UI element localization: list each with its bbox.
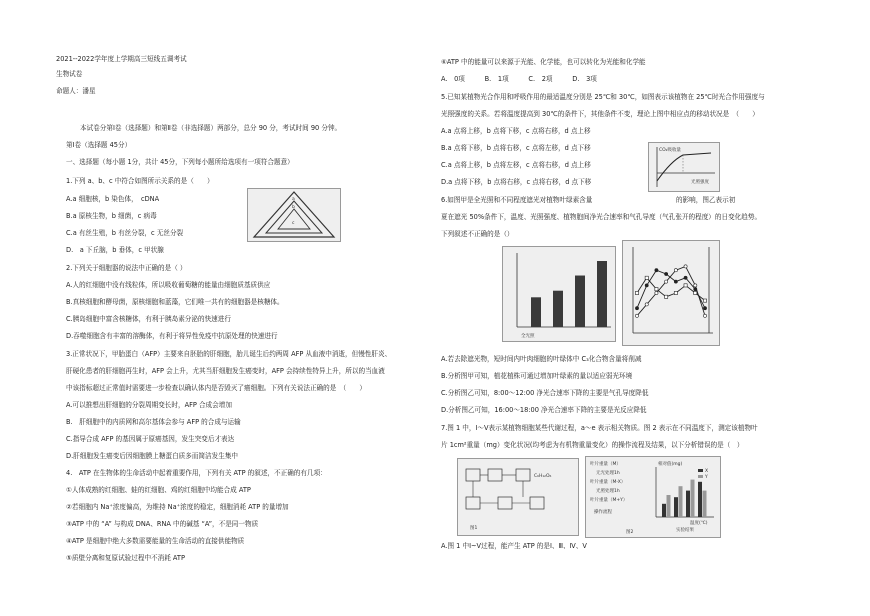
q6-bar-chart (502, 246, 616, 342)
q4-item4: ④ATP 是细胞中绝大多数需要能量的生命活动的直接供能物质 (66, 537, 245, 545)
q2-option-d: D.吞噬细胞含有丰富的溶酶体，有利于将异性免疫中抗原处理的快速进行 (66, 332, 278, 340)
q7-flow-row4: 光照处理1h (596, 489, 620, 494)
q6-point (684, 265, 687, 268)
q4-item5: ⑤质壁分离和复原试验过程中不消耗 ATP (66, 554, 185, 562)
q6-point (674, 291, 677, 294)
q6-line3: 下列叙述不正确的是（） (441, 230, 514, 238)
q6-point (665, 272, 668, 275)
q2-option-c: C.胰岛细胞中富含核糖体，有利于胰岛素分泌的快速进行 (66, 315, 231, 323)
q1-option-c: C.a 有丝生殖，b 有丝分裂，c 无丝分裂 (66, 229, 184, 237)
q5-axis-y: CO₂吸收量 (659, 148, 681, 153)
q6-point (635, 314, 638, 317)
q7-bar-y (703, 491, 707, 517)
q5-option-b: B.a 点将下移，b 点将右移，c 点将左移，d 点下移 (441, 144, 591, 152)
q4-options: A. 0项 B. 1项 C. 2项 D. 3项 (441, 75, 597, 83)
q6-bar (597, 261, 607, 327)
exam-title: 2021--2022学年度上学期高三短线五调考试 (56, 55, 187, 63)
q6-line1b: 的影响，图乙表示初 (676, 196, 736, 204)
q4-stem: 4. ATP 在生物体的生命活动中起着重要作用，下列有关 ATP 的叙述，不正确的有几项： (66, 469, 327, 477)
section1-heading: 一、选择题（每小题 1分，共计 45分，下列每小题所给选项有一项符合题意） (66, 158, 294, 166)
q7-flow-row5: 叶片重量（M+Y） (590, 498, 628, 503)
author-line: 命题人：潘星 (56, 87, 96, 95)
intro-text: 本试卷分第Ⅰ卷（选择题）和第Ⅱ卷（非选择题）两部分，总分 90 分，考试时间 90 分钟。 (80, 124, 342, 132)
q6-bar (531, 297, 541, 327)
q4-item2: ②若细胞内 Na⁺浓度偏高，为维持 Na⁺浓度的稳定，细胞消耗 ATP 的量增加 (66, 503, 289, 511)
subject-title: 生物试卷 (56, 70, 83, 78)
q6-point (645, 276, 648, 279)
q7-flow-row6: 操作流程 (594, 510, 612, 515)
q3-line3: 中该指标超过正常值时需要进一步检查以确认体内是否毁灭了癌细胞。下列有关说法正确的是 （ ） (66, 384, 367, 392)
q6-point (703, 299, 706, 302)
q7-bar-y (691, 480, 695, 517)
q3-option-b: B. 肝细胞中的内质网和高尔基体会参与 AFP 的合成与运输 (66, 418, 241, 426)
q7-line1: 7.图 1 中，Ⅰ～Ⅴ表示某植物细胞某些代谢过程，a～e 表示相关物质。图 2 表示在不同温度下，测定该植物叶 (441, 424, 758, 432)
q6-line2: 夏在遮光 50%条件下，温度、光照强度、植物胞间净光合速率和气孔导度（气孔张开的程度）的日变化趋势。 (441, 213, 762, 221)
q6-point (635, 307, 638, 310)
q6-point (665, 280, 668, 283)
q7-bar-x (674, 497, 678, 517)
q3-option-c: C.指导合成 AFP 的基因属于原癌基因，发生突变后才表达 (66, 435, 235, 443)
q7-fig1-label: 图1 (470, 526, 478, 531)
q7-line2: 片 1cm²重量（mg）变化状况(均考虑为有机物重量变化）的操作流程及结果，以下分析错误的是（ ） (441, 441, 744, 449)
q6-point (655, 288, 658, 291)
q4-item3: ③ATP 中的 “A” 与构成 DNA、RNA 中的碱基 “A”，不是同一物质 (66, 520, 259, 528)
q6-point (655, 269, 658, 272)
part1-heading: 第Ⅰ卷（选择题 45分） (66, 141, 132, 149)
q1-stem: 1.下列 a、b、c 中符合如图所示关系的是（ ） (66, 177, 214, 185)
q6-option-a: A.若去除遮光物，短时间内叶肉细胞的叶绿体中 C₃化合物含量将削减 (441, 355, 642, 363)
q6-bar (575, 276, 585, 327)
q7-flow-row3: 叶片重量（M-X） (590, 480, 626, 485)
q6-point (674, 269, 677, 272)
q3-line1: 3.正常状况下，甲胎蛋白（AFP）主要来自胚胎的肝细胞，胎儿诞生后约两周 AFP 从血液中消逝，但慢性肝炎、 (66, 350, 392, 358)
q7-legend-y: Y (705, 475, 708, 480)
q6-point (694, 284, 697, 287)
q1-label-a: a (292, 197, 295, 202)
q6-bar-label: 全光照 (521, 334, 535, 339)
q1-label-c: c (292, 221, 295, 226)
q7-figure1 (457, 458, 579, 536)
q6-point (645, 284, 648, 287)
q6-option-d: D.分析图乙可知，16:00～18:00 净光合速率下降的主要是光反应降低 (441, 406, 647, 414)
q7-legend-x: X (705, 469, 709, 474)
q7-fig1-formula: C₆H₁₂O₆ (534, 474, 552, 479)
q7-bar-x (698, 482, 702, 517)
q6-series-line (637, 266, 705, 315)
q6-point (635, 291, 638, 294)
q7-bar-y (667, 495, 671, 517)
q6-bar (553, 291, 563, 327)
q7-fig2-chart-label: 实验结果 (676, 528, 694, 533)
q1-option-d: D. a 下丘脑，b 垂体，c 甲状腺 (66, 246, 164, 254)
q6-option-c: C.分析图乙可知，8:00～12:00 净光合速率下降的主要是气孔导度降低 (441, 389, 649, 397)
q5-axis-x: 光照强度 (691, 180, 709, 185)
q3-line2: 肝硬化患者的肝细胞再生时，AFP 会上升，尤其当肝细胞发生癌变时，AFP 会持续性特异上升，所以的当血液 (66, 367, 385, 375)
q2-option-a: A.人的红细胞中没有线粒体，所以吸收葡萄糖的能量由细胞质基质供应 (66, 281, 271, 289)
q6-point (645, 303, 648, 306)
q7-bar-x (686, 491, 690, 517)
q1-label-b: b (292, 205, 295, 210)
q1-option-a: A.a 细胞核，b 染色体， cDNA (66, 195, 160, 203)
q6-point (655, 291, 658, 294)
q6-point (674, 280, 677, 283)
q6-point (665, 295, 668, 298)
q7-flow-row2: 无光处理1h (596, 471, 620, 476)
q7-fig2-ylabel: 相对值(mg) (658, 462, 683, 467)
q5-option-a: A.a 点将上移，b 点将下移，c 点将右移，d 点上移 (441, 127, 591, 135)
q7-flow-row1: 叶片重量（M） (590, 462, 621, 467)
q7-fig2-axis: 温度(℃) (690, 521, 708, 526)
q6-line-chart (622, 240, 720, 346)
q5-option-d: D.a 点将下移，b 点将右移，c 点将右移，d 点下移 (441, 178, 592, 186)
q4-item6: ⑥ATP 中的能量可以来源于光能、化学能，也可以转化为光能和化学能 (441, 58, 646, 66)
q6-point (703, 307, 706, 310)
q2-stem: 2.下列关于细胞器的说法中正确的是（ ） (66, 264, 187, 272)
q5-option-c: C.a 点将上移，b 点将左移，c 点将右移，d 点上移 (441, 161, 591, 169)
q4-item1: ①人体成熟的红细胞、蛙的红细胞、鸡的红细胞中均能合成 ATP (66, 486, 251, 494)
q7-fig2-label: 图2 (626, 530, 634, 535)
q6-line1: 6.如图甲是全光照和不同程度遮光对植物叶绿素含量 (441, 196, 593, 204)
q7-bar-x (662, 504, 666, 517)
q6-point (694, 291, 697, 294)
q1-triangle-figure (247, 188, 341, 242)
q5-light-curve-figure (648, 142, 720, 192)
q6-point (703, 314, 706, 317)
q5-line2: 光照强度的关系。若将温度提高到 30℃的条件下，其他条件不变，理论上图中相应点的移动状况是 （ ） (441, 110, 759, 118)
q3-option-a: A.可以推想出肝细胞的分裂周期变长时，AFP 合成会增加 (66, 401, 232, 409)
q3-option-d: D.肝细胞发生癌变后因细胞膜上糖蛋白质多而简洁发生集中 (66, 452, 239, 460)
q7-bar-y (679, 486, 683, 517)
q6-point (684, 284, 687, 287)
q1-option-b: B.a 原核生物，b 细菌，c 病毒 (66, 212, 157, 220)
q6-point (684, 276, 687, 279)
q5-line1: 5.已知某植物光合作用和呼吸作用的最适温度分别是 25℃和 30℃，如图表示该植物在 25℃时光合作用强度与 (441, 93, 765, 101)
q7-figure2 (585, 456, 721, 538)
q6-option-b: B.分析图甲可知，植花植株可通过增加叶绿素的量以适应弱光环境 (441, 372, 633, 380)
q7-option-a: A.图 1 中Ⅰ~Ⅴ过程，能产生 ATP 的是Ⅰ、Ⅲ、Ⅳ、Ⅴ (441, 542, 587, 550)
q2-option-b: B.真核细胞和酵母菌，原核细胞和蓝藻，它们唯一共有的细胞器是核糖体。 (66, 298, 284, 306)
